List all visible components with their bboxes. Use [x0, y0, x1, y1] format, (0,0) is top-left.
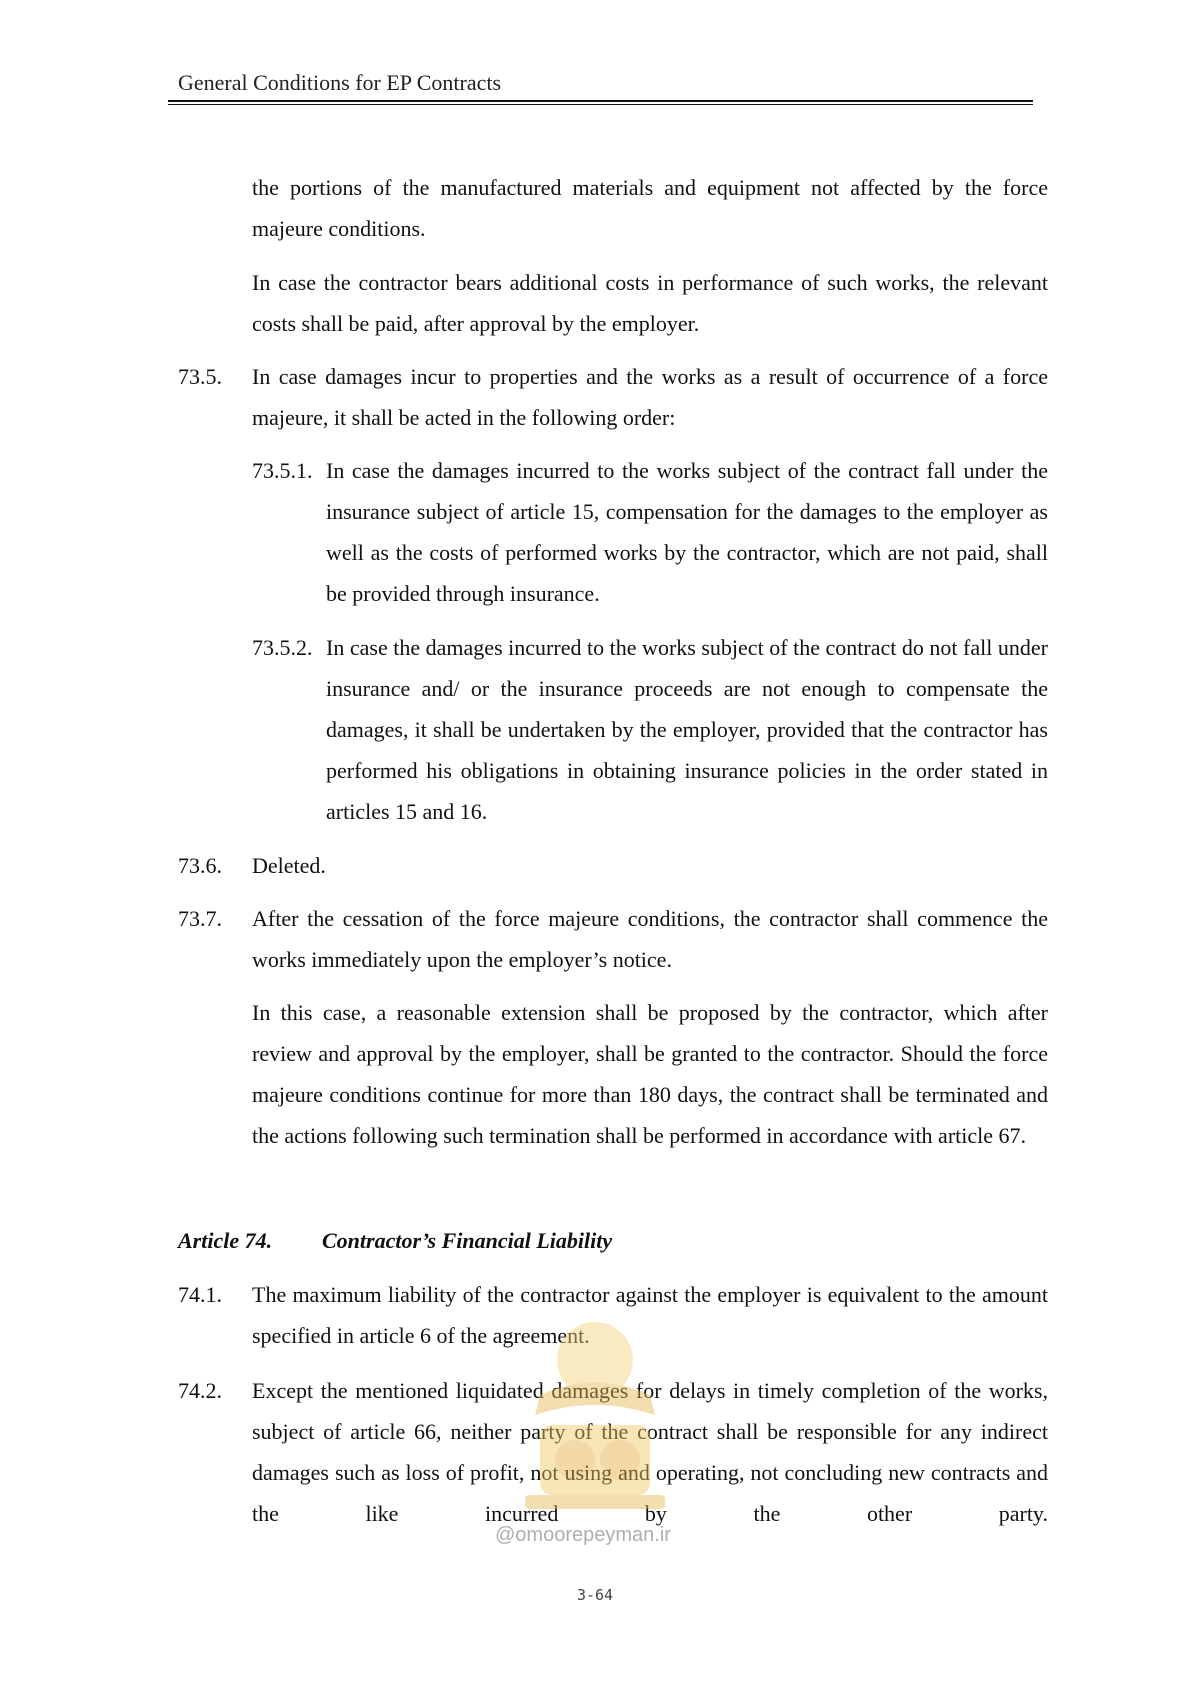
clause-number: 73.6. — [178, 853, 222, 878]
page-header — [178, 70, 1033, 96]
clause-number: 74.1. — [178, 1282, 222, 1307]
clause-number: 73.7. — [178, 906, 222, 931]
watermark-text: @omoorepeyman.ir — [495, 1524, 671, 1546]
header-title: General Conditions for EP Contracts — [178, 70, 502, 95]
subclause-number: 73.5.2. — [252, 635, 313, 660]
clause-text: The maximum liability of the contractor against the employer is equivalent to the amount specified in article 6 of the agreement. — [252, 1282, 1048, 1348]
subclause-text: In case the damages incurred to the works subject of the contract do not fall under insurance and/ or the insurance proceeds are not enough to compensate the damages, it shall be undertaken by the employer, provided that the contractor has performed his obligations in obtaining insurance policies in the order stated in articles 15 and 16. — [326, 635, 1048, 824]
article-title: Contractor’s Financial Liability — [322, 1228, 613, 1253]
clause-text: Except the mentioned liquidated damages for delays in timely completion of the works, subject of article 66, neither party of the contract shall be responsible for any indirect damages such as loss of profit, not using and operating, not concluding new contracts and the like incurred by the other party. — [252, 1378, 1048, 1526]
paragraph: In this case, a reasonable extension shall be proposed by the contractor, which after review and approval by the employer, shall be granted to the contractor. Should the force majeure conditions continue for more than 180 days, the contract shall be terminated and the actions following such termination shall be performed in accordance with article 67. — [252, 1000, 1048, 1148]
header-rule-thin — [168, 104, 1033, 105]
clause-number: 73.5. — [178, 364, 222, 389]
subclause-text: In case the damages incurred to the works subject of the contract fall under the insurance subject of article 15, compensation for the damages to the employer as well as the costs of performed works by the contractor, which are not paid, shall be provided through insurance. — [326, 458, 1048, 606]
article-label: Article 74. — [178, 1228, 273, 1253]
page-number: 3-64 — [576, 1586, 614, 1604]
header-rule — [168, 100, 1033, 102]
clause-text: In case damages incur to properties and the works as a result of occurrence of a force majeure, it shall be acted in the following order: — [252, 364, 1048, 430]
clause-number: 74.2. — [178, 1378, 222, 1403]
paragraph: In case the contractor bears additional costs in performance of such works, the relevant costs shall be paid, after approval by the employer. — [252, 270, 1048, 336]
subclause-number: 73.5.1. — [252, 458, 313, 483]
clause-text: After the cessation of the force majeure conditions, the contractor shall commence the works immediately upon the employer’s notice. — [252, 906, 1048, 972]
paragraph: the portions of the manufactured materials and equipment not affected by the force majeure conditions. — [252, 175, 1048, 241]
clause-text: Deleted. — [252, 853, 326, 878]
